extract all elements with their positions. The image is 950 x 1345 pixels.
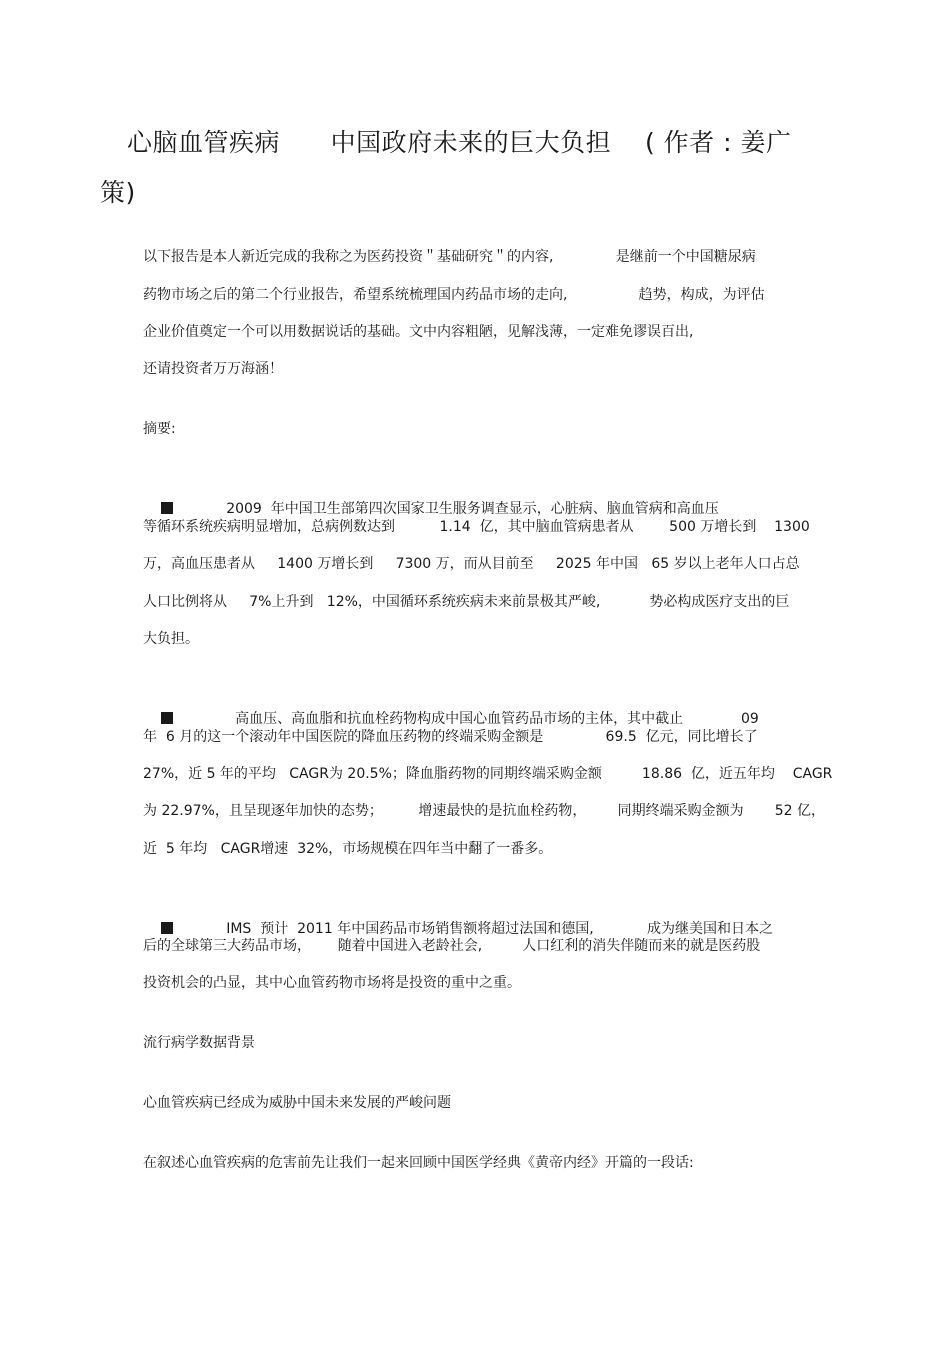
- bullet-3-line-3: 投资机会的凸显，其中心血管药物市场将是投资的重中之重。: [143, 975, 521, 991]
- bullet-2-line-1: 高血压、高血脂和抗血栓药物构成中国心血管药品市场的主体，其中截止 09: [172, 711, 759, 727]
- bullet-square-icon: [161, 712, 173, 724]
- document-title: 心脑血管疾病 中国政府未来的巨大负担 ( 作者 : 姜广策): [100, 128, 792, 207]
- bullet-2-line-2: 年 6 月的这一个滚动年中国医院的降血压药物的终端采购金额是 69.5 亿元，同比增长了: [143, 729, 758, 745]
- bullet-1-line-2: 等循环系统疾病明显增加，总病例数达到 1.14 亿，其中脑血管病患者从 500 万增长到 1300: [143, 519, 810, 535]
- bullet-1-line-3: 万，高血压患者从 1400 万增长到 7300 万，而从目前至 2025 年中国 65 岁以上老年人口占总: [143, 556, 800, 572]
- bullet-1-line-1: 2009 年中国卫生部第四次国家卫生服务调查显示，心脏病、脑血管病和高血压: [172, 501, 719, 517]
- intro-line-2: 药物市场之后的第二个行业报告，希望系统梳理国内药品市场的走向, 趋势，构成，为评估: [143, 287, 765, 303]
- bullet-3-line-2: 后的全球第三大药品市场， 随着中国进入老龄社会, 人口红利的消失伴随而来的就是医药股: [143, 938, 761, 954]
- section-heading: 流行病学数据背景: [143, 1035, 255, 1051]
- closing-paragraph: 在叙述心血管疾病的危害前先让我们一起来回顾中国医学经典《黄帝内经》开篇的一段话:: [143, 1155, 694, 1171]
- intro-line-3: 企业价值奠定一个可以用数据说话的基础。文中内容粗陋，见解浅薄，一定难免谬误百出,: [143, 324, 694, 340]
- bullet-1-line-4: 人口比例将从 7%上升到 12%，中国循环系统疾病未来前景极其严峻, 势必构成医疗支出的巨: [143, 594, 790, 610]
- intro-line-4: 还请投资者万万海涵！: [143, 361, 283, 377]
- subheading: 心血管疾病已经成为威胁中国未来发展的严峻问题: [143, 1095, 451, 1111]
- bullet-3-line-1: IMS 预计 2011 年中国药品市场销售额将超过法国和德国, 成为继美国和日本之: [172, 921, 774, 937]
- bullet-2-line-3: 27%，近 5 年的平均 CAGR为 20.5%；降血脂药物的同期终端采购金额 18.86 亿，近五年均 CAGR: [143, 766, 833, 782]
- bullet-square-icon: [161, 922, 173, 934]
- abstract-label: 摘要:: [143, 421, 176, 437]
- bullet-square-icon: [161, 502, 173, 514]
- intro-line-1: 以下报告是本人新近完成的我称之为医药投资＂基础研究＂的内容, 是继前一个中国糖尿病: [143, 249, 756, 265]
- bullet-2-line-5: 近 5 年均 CAGR增速 32%，市场规模在四年当中翻了一番多。: [143, 841, 553, 857]
- bullet-1-line-5: 大负担。: [143, 631, 199, 647]
- bullet-2-line-4: 为 22.97%，且呈现逐年加快的态势； 增速最快的是抗血栓药物， 同期终端采购金额为 52 亿，: [143, 803, 825, 819]
